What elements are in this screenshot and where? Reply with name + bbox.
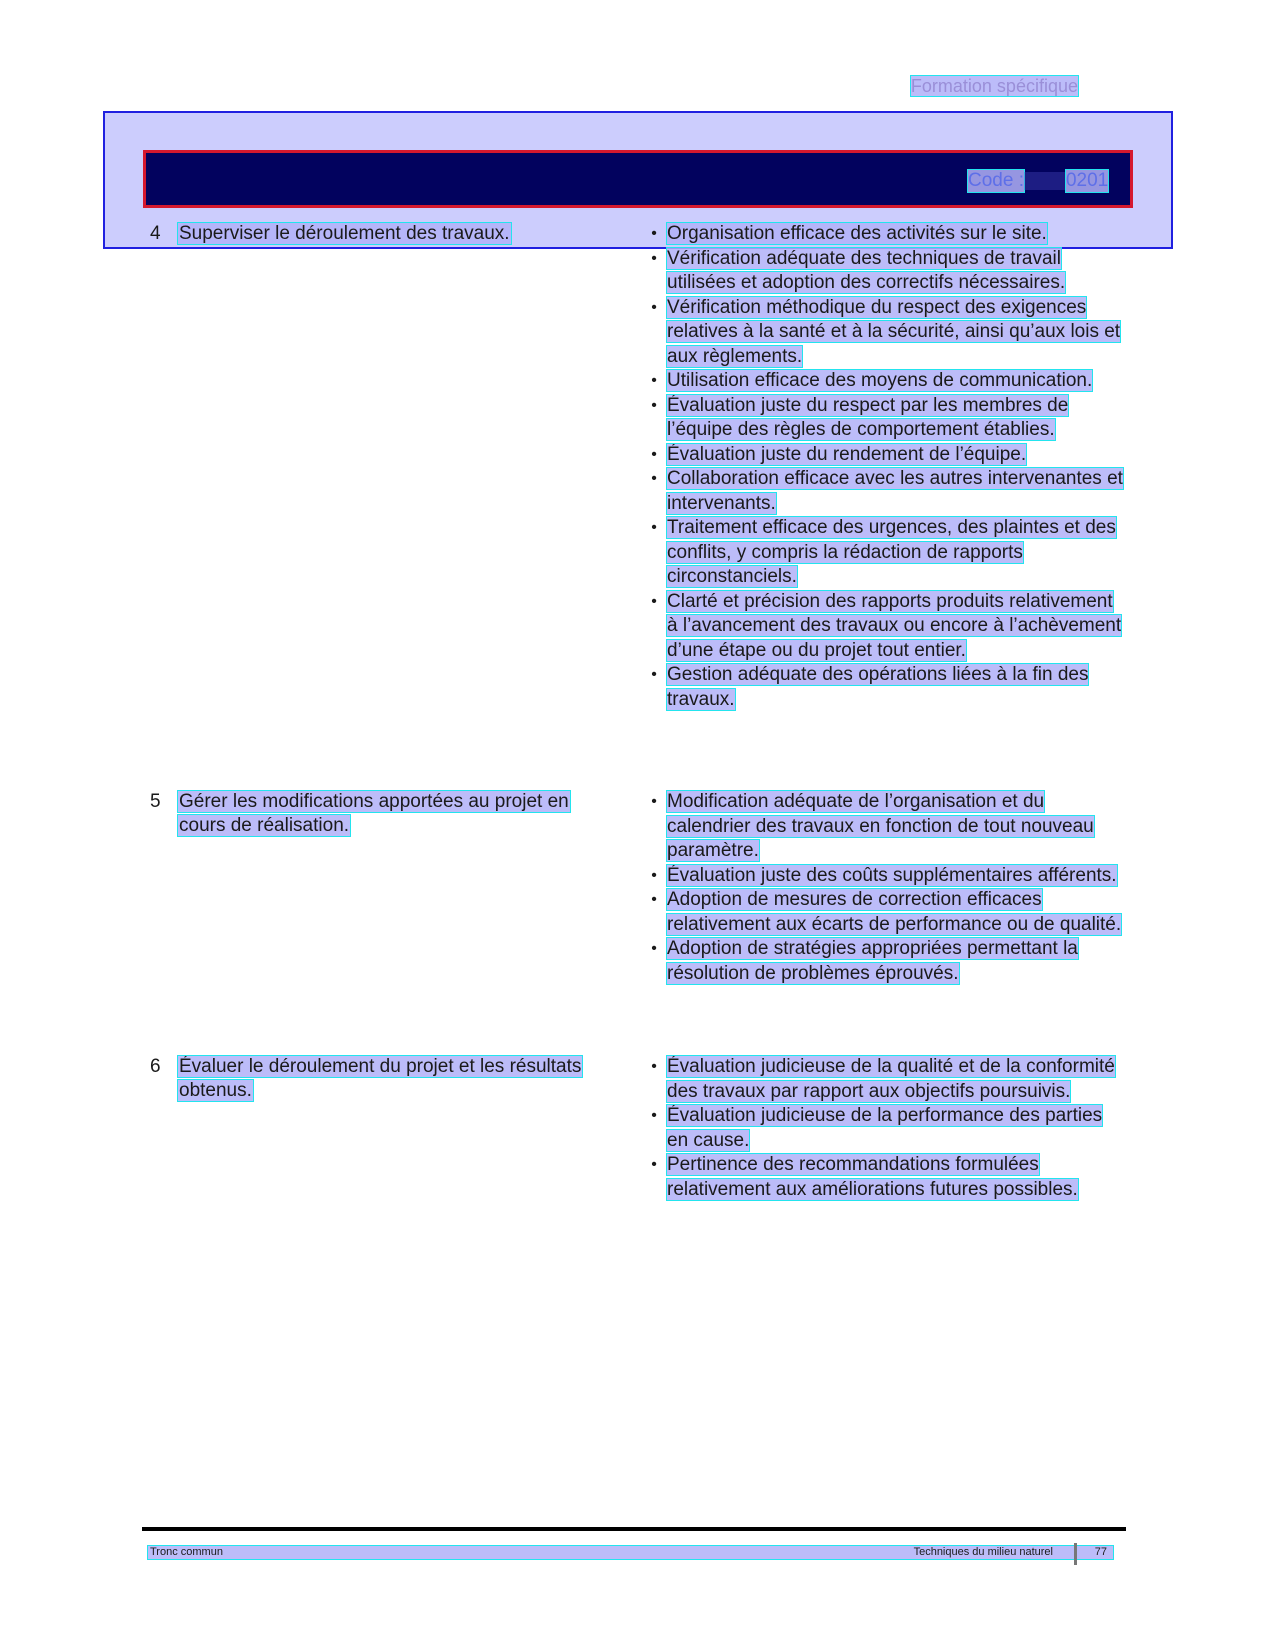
bullet-icon: • (651, 866, 657, 884)
criterion-item (647, 467, 1127, 516)
section-header-label: Formation spécifique (910, 76, 1078, 96)
code-indicator (968, 170, 1108, 192)
bullet-icon: • (651, 445, 657, 463)
criterion-text: Utilisation efficace des moyens de communication. (667, 370, 1093, 391)
criterion-item (647, 1153, 1127, 1202)
criterion-text: Traitement efficace des urgences, des plaintes et des conflits, y compris la rédaction de rapports circonstanciels. (667, 517, 1116, 587)
criterion-item (647, 394, 1127, 443)
bullet-icon: • (651, 793, 657, 810)
bullet-icon: • (651, 519, 657, 536)
bullet-icon: • (651, 372, 657, 389)
criterion-item (647, 888, 1127, 937)
criterion-item (647, 937, 1127, 986)
bullet-icon: • (651, 940, 657, 957)
bullet-icon: • (651, 225, 657, 242)
bullet-icon: • (651, 666, 657, 683)
footer-rule (142, 1527, 1126, 1531)
bullet-icon: • (651, 249, 657, 267)
page-number: 77 (1094, 1546, 1107, 1558)
criterion-text: Organisation efficace des activités sur le site. (667, 223, 1047, 244)
criterion-item (647, 247, 1127, 296)
element-number: 4 (150, 223, 161, 244)
criterion-text: Évaluation juste du rendement de l’équipe. (667, 443, 1027, 465)
criterion-item (647, 590, 1127, 664)
bullet-icon: • (651, 1107, 657, 1124)
criterion-text: Clarté et précision des rapports produits relativement à l’avancement des travaux ou encore à l’achèvement d’une étape ou du projet tout entier. (667, 590, 1122, 661)
bullet-icon: • (651, 592, 657, 610)
page-footer (148, 1546, 1113, 1559)
criterion-text: Gestion adéquate des opérations liées à la fin des travaux. (667, 664, 1089, 710)
bullet-icon: • (651, 1058, 657, 1075)
criterion-item (647, 663, 1127, 712)
criterion-item (647, 1104, 1127, 1153)
code-separator (1024, 172, 1066, 190)
criterion-text: Vérification méthodique du respect des exigences relatives à la santé et à la sécurité, ainsi qu’aux lois et aux règlements. (667, 296, 1121, 367)
bullet-icon: • (651, 396, 657, 414)
criterion-text: Vérification adéquate des techniques de travail utilisées et adoption des correctifs nécessaires. (667, 247, 1066, 293)
criterion-text: Collaboration efficace avec les autres intervenantes et intervenants. (667, 468, 1123, 514)
criterion-text: Modification adéquate de l’organisation et du calendrier des travaux en fonction de tout nouveau paramètre. (667, 791, 1094, 861)
criterion-text: Évaluation judicieuse de la qualité et de la conformité des travaux par rapport aux objectifs poursuivis. (667, 1056, 1115, 1102)
criterion-text: Pertinence des recommandations formulées relativement aux améliorations futures possibles. (667, 1154, 1078, 1200)
criterion-item (647, 443, 1127, 468)
bullet-icon: • (651, 298, 657, 316)
criterion-item (647, 1055, 1127, 1104)
element-text-line: Superviser le déroulement des travaux. (179, 223, 510, 244)
criterion-item (647, 790, 1127, 864)
criterion-item (647, 369, 1127, 394)
bullet-icon: • (651, 470, 657, 487)
code-label: Code : (968, 170, 1024, 191)
criterion-text: Adoption de stratégies appropriées permettant la résolution de problèmes éprouvés. (667, 938, 1078, 984)
element-text-line: obtenus. (179, 1080, 252, 1101)
element-text-line: Gérer les modifications apportées au projet en (179, 791, 569, 812)
criteria-list-4 (647, 222, 1127, 712)
code-value: 0201 (1065, 170, 1109, 191)
criterion-item (647, 516, 1127, 590)
criterion-text: Évaluation juste des coûts supplémentaires afférents. (667, 864, 1117, 886)
criterion-text: Évaluation judicieuse de la performance des parties en cause. (667, 1105, 1103, 1151)
criterion-item (647, 296, 1127, 370)
element-text-line: cours de réalisation. (179, 815, 350, 836)
element-text-line: Évaluer le déroulement du projet et les résultats (179, 1056, 582, 1077)
criterion-text: Adoption de mesures de correction efficaces relativement aux écarts de performance ou de qualité. (667, 889, 1122, 935)
criterion-text: Évaluation juste du respect par les membres de l’équipe des règles de comportement établies. (667, 394, 1069, 440)
bullet-icon: • (651, 1156, 657, 1173)
criteria-list-5 (647, 790, 1127, 986)
bullet-icon: • (651, 891, 657, 908)
criterion-item (647, 864, 1127, 889)
criterion-item (647, 222, 1127, 247)
footer-left-text: Tronc commun (150, 1546, 223, 1558)
element-number: 5 (150, 791, 161, 812)
criteria-list-6 (647, 1055, 1127, 1202)
footer-program-name: Techniques du milieu naturel (913, 1546, 1053, 1558)
footer-separator (1074, 1543, 1077, 1565)
element-number: 6 (150, 1056, 161, 1077)
